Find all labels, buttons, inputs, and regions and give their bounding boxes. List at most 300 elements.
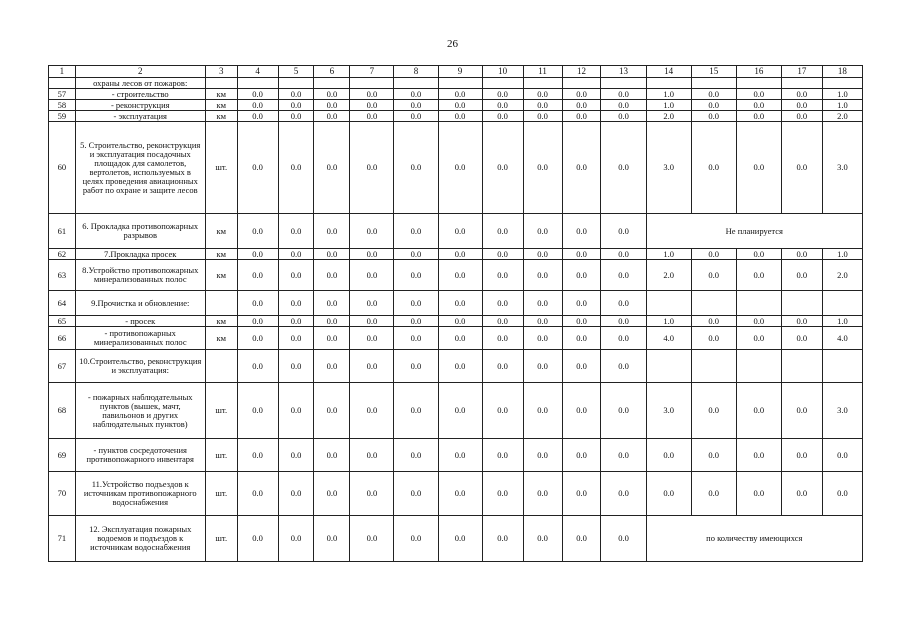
value-cell: 0.0 (278, 291, 314, 316)
value-cell: 0.0 (237, 472, 278, 516)
value-cell: 0.0 (691, 260, 736, 291)
value-cell: 0.0 (438, 122, 482, 214)
unit-cell: км (205, 327, 237, 350)
page-number: 26 (447, 38, 458, 50)
row-number-cell: 67 (49, 350, 76, 383)
value-cell (691, 350, 736, 383)
value-cell: 1.0 (646, 316, 691, 327)
value-cell: 0.0 (278, 122, 314, 214)
value-cell: 0.0 (601, 439, 646, 472)
value-cell (736, 78, 781, 89)
value-cell (394, 78, 438, 89)
value-cell: 0.0 (482, 316, 523, 327)
value-cell: 0.0 (314, 472, 350, 516)
value-cell: 0.0 (736, 439, 781, 472)
unit-cell: км (205, 260, 237, 291)
value-cell (822, 78, 862, 89)
value-cell: 2.0 (646, 111, 691, 122)
value-cell: 0.0 (781, 111, 822, 122)
value-cell: 1.0 (646, 249, 691, 260)
value-cell: 0.0 (350, 249, 394, 260)
value-cell: 0.0 (523, 516, 562, 562)
value-cell: 0.0 (691, 89, 736, 100)
value-cell: 0.0 (237, 122, 278, 214)
description-cell: - противопожарных минерализованных полос (75, 327, 205, 350)
value-cell: 0.0 (482, 516, 523, 562)
table-row (49, 350, 863, 383)
value-cell: 0.0 (394, 111, 438, 122)
value-cell (822, 350, 862, 383)
value-cell: 0.0 (278, 214, 314, 249)
value-cell: 0.0 (781, 439, 822, 472)
value-cell: 0.0 (781, 260, 822, 291)
value-cell (237, 78, 278, 89)
description-cell: - реконструкция (75, 100, 205, 111)
header-cell: 9 (438, 66, 482, 78)
value-cell: 4.0 (822, 327, 862, 350)
value-cell: 0.0 (438, 111, 482, 122)
value-cell: 0.0 (523, 316, 562, 327)
value-cell (523, 78, 562, 89)
table-row (49, 327, 863, 350)
value-cell: 0.0 (691, 472, 736, 516)
value-cell: 0.0 (736, 383, 781, 439)
row-number-cell: 65 (49, 316, 76, 327)
row-number-cell: 68 (49, 383, 76, 439)
value-cell: 0.0 (394, 350, 438, 383)
header-cell: 3 (205, 66, 237, 78)
value-cell: 0.0 (691, 111, 736, 122)
value-cell: 0.0 (781, 89, 822, 100)
value-cell: 0.0 (482, 89, 523, 100)
unit-cell: шт. (205, 122, 237, 214)
value-cell (691, 78, 736, 89)
row-number-cell: 62 (49, 249, 76, 260)
value-cell: 0.0 (278, 260, 314, 291)
value-cell: 1.0 (646, 100, 691, 111)
value-cell: 1.0 (646, 89, 691, 100)
value-cell: 0.0 (562, 327, 601, 350)
value-cell: 0.0 (394, 472, 438, 516)
value-cell: 0.0 (562, 111, 601, 122)
value-cell: 0.0 (438, 260, 482, 291)
value-cell: 0.0 (482, 214, 523, 249)
value-cell: 2.0 (822, 260, 862, 291)
description-cell: 8.Устройство противопожарных минерализованных полос (75, 260, 205, 291)
header-cell: 2 (75, 66, 205, 78)
value-cell (781, 350, 822, 383)
value-cell: 0.0 (601, 260, 646, 291)
value-cell: 0.0 (237, 214, 278, 249)
value-cell: 0.0 (314, 249, 350, 260)
unit-cell: шт. (205, 439, 237, 472)
value-cell: 4.0 (646, 327, 691, 350)
value-cell: 0.0 (350, 89, 394, 100)
value-cell: 0.0 (691, 327, 736, 350)
value-cell: 0.0 (523, 472, 562, 516)
value-cell: 0.0 (482, 291, 523, 316)
value-cell: 0.0 (736, 260, 781, 291)
table-row (49, 472, 863, 516)
value-cell: 0.0 (350, 291, 394, 316)
value-cell: 0.0 (691, 316, 736, 327)
value-cell: 0.0 (781, 249, 822, 260)
value-cell: 0.0 (438, 214, 482, 249)
value-cell: 0.0 (350, 516, 394, 562)
value-cell: 0.0 (237, 516, 278, 562)
value-cell: 0.0 (278, 327, 314, 350)
value-cell: 0.0 (482, 111, 523, 122)
value-cell: 0.0 (438, 472, 482, 516)
value-cell (482, 78, 523, 89)
value-cell: 0.0 (601, 350, 646, 383)
value-cell: 0.0 (562, 383, 601, 439)
value-cell: 0.0 (601, 516, 646, 562)
value-cell: 0.0 (601, 316, 646, 327)
value-cell: 0.0 (691, 439, 736, 472)
description-cell: 9.Прочистка и обновление: (75, 291, 205, 316)
value-cell: 0.0 (523, 439, 562, 472)
value-cell: 0.0 (394, 122, 438, 214)
value-cell: 0.0 (523, 350, 562, 383)
value-cell: 0.0 (562, 439, 601, 472)
value-cell: 0.0 (438, 327, 482, 350)
value-cell: 0.0 (438, 89, 482, 100)
value-cell: 0.0 (736, 122, 781, 214)
row-number-cell: 70 (49, 472, 76, 516)
row-number-cell: 66 (49, 327, 76, 350)
description-cell: 6. Прокладка противопожарных разрывов (75, 214, 205, 249)
unit-cell: км (205, 100, 237, 111)
header-cell: 16 (736, 66, 781, 78)
value-cell: 0.0 (350, 472, 394, 516)
value-cell (736, 291, 781, 316)
value-cell (350, 78, 394, 89)
unit-cell: шт. (205, 472, 237, 516)
value-cell: 0.0 (601, 100, 646, 111)
value-cell (438, 78, 482, 89)
value-cell: 0.0 (438, 350, 482, 383)
description-cell: - пунктов сосредоточения противопожарного инвентаря (75, 439, 205, 472)
header-cell: 15 (691, 66, 736, 78)
value-cell: 0.0 (314, 327, 350, 350)
value-cell: 0.0 (482, 383, 523, 439)
value-cell: 0.0 (523, 214, 562, 249)
header-cell: 11 (523, 66, 562, 78)
value-cell: 0.0 (822, 439, 862, 472)
description-cell: - просек (75, 316, 205, 327)
value-cell: 0.0 (562, 472, 601, 516)
value-cell: 0.0 (736, 249, 781, 260)
value-cell: 0.0 (601, 249, 646, 260)
value-cell: 0.0 (562, 89, 601, 100)
unit-cell: шт. (205, 383, 237, 439)
value-cell: 0.0 (278, 350, 314, 383)
table-row (49, 291, 863, 316)
value-cell: 0.0 (523, 327, 562, 350)
value-cell: 0.0 (438, 316, 482, 327)
value-cell: 1.0 (822, 89, 862, 100)
value-cell: 3.0 (646, 383, 691, 439)
value-cell: 0.0 (601, 291, 646, 316)
description-cell: 12. Эксплуатация пожарных водоемов и подъездов к источникам водоснабжения (75, 516, 205, 562)
table-row (49, 383, 863, 439)
value-cell: 0.0 (350, 260, 394, 291)
value-cell (314, 78, 350, 89)
table-row (49, 516, 863, 562)
value-cell: 0.0 (562, 350, 601, 383)
table-row (49, 100, 863, 111)
value-cell: 0.0 (438, 249, 482, 260)
value-cell: 0.0 (237, 89, 278, 100)
value-cell: 0.0 (278, 516, 314, 562)
header-cell: 18 (822, 66, 862, 78)
row-number-cell: 63 (49, 260, 76, 291)
description-cell: 5. Строительство, реконструкция и эксплуатация посадочных площадок для самолетов, вертолетов, используемых в целях проведения авиационных работ по охране и защите лесов (75, 122, 205, 214)
table-row (49, 316, 863, 327)
table-row (49, 439, 863, 472)
value-cell: 0.0 (646, 472, 691, 516)
value-cell (646, 350, 691, 383)
value-cell: 0.0 (278, 100, 314, 111)
value-cell: 0.0 (562, 214, 601, 249)
value-cell: 0.0 (736, 316, 781, 327)
row-number-cell: 57 (49, 89, 76, 100)
value-cell: 0.0 (781, 327, 822, 350)
value-cell: 0.0 (350, 100, 394, 111)
value-cell: 0.0 (523, 122, 562, 214)
unit-cell (205, 350, 237, 383)
unit-cell: км (205, 89, 237, 100)
header-cell: 10 (482, 66, 523, 78)
value-cell: 0.0 (237, 249, 278, 260)
value-cell: 1.0 (822, 249, 862, 260)
header-cell: 4 (237, 66, 278, 78)
value-cell: 0.0 (237, 350, 278, 383)
value-cell (822, 291, 862, 316)
value-cell: 3.0 (822, 383, 862, 439)
table-header-row (49, 66, 863, 78)
value-cell: 0.0 (646, 439, 691, 472)
table-row (49, 249, 863, 260)
row-number-cell: 60 (49, 122, 76, 214)
value-cell: 0.0 (601, 111, 646, 122)
note-cell: по количеству имеющихся (646, 516, 862, 562)
value-cell: 0.0 (601, 214, 646, 249)
table-row (49, 89, 863, 100)
value-cell: 0.0 (601, 327, 646, 350)
value-cell: 0.0 (350, 383, 394, 439)
description-cell: 10.Строительство, реконструкция и эксплуатация: (75, 350, 205, 383)
value-cell: 0.0 (237, 100, 278, 111)
value-cell: 0.0 (482, 260, 523, 291)
value-cell (601, 78, 646, 89)
value-cell: 0.0 (350, 111, 394, 122)
value-cell: 0.0 (562, 249, 601, 260)
value-cell: 0.0 (394, 100, 438, 111)
value-cell: 0.0 (237, 260, 278, 291)
value-cell (278, 78, 314, 89)
value-cell: 0.0 (781, 383, 822, 439)
value-cell: 2.0 (822, 111, 862, 122)
value-cell (562, 78, 601, 89)
value-cell: 0.0 (691, 100, 736, 111)
value-cell: 0.0 (482, 100, 523, 111)
value-cell: 0.0 (394, 327, 438, 350)
value-cell: 0.0 (482, 249, 523, 260)
row-number-cell: 61 (49, 214, 76, 249)
value-cell: 0.0 (781, 316, 822, 327)
header-cell: 8 (394, 66, 438, 78)
row-number-cell (49, 78, 76, 89)
value-cell: 0.0 (314, 260, 350, 291)
value-cell: 0.0 (736, 111, 781, 122)
value-cell: 0.0 (523, 291, 562, 316)
value-cell: 0.0 (314, 516, 350, 562)
value-cell: 0.0 (314, 214, 350, 249)
value-cell: 0.0 (314, 439, 350, 472)
description-cell: - пожарных наблюдательных пунктов (вышек, мачт, павильонов и других наблюдательных пунктов) (75, 383, 205, 439)
value-cell: 0.0 (482, 122, 523, 214)
value-cell: 0.0 (562, 316, 601, 327)
description-cell: - эксплуатация (75, 111, 205, 122)
value-cell: 0.0 (350, 439, 394, 472)
value-cell: 0.0 (482, 327, 523, 350)
value-cell: 0.0 (314, 111, 350, 122)
value-cell: 0.0 (781, 472, 822, 516)
unit-cell (205, 291, 237, 316)
value-cell: 0.0 (562, 516, 601, 562)
description-cell: 7.Прокладка просек (75, 249, 205, 260)
value-cell: 0.0 (314, 122, 350, 214)
unit-cell (205, 78, 237, 89)
value-cell: 0.0 (736, 100, 781, 111)
value-cell: 0.0 (736, 327, 781, 350)
value-cell: 0.0 (438, 516, 482, 562)
value-cell: 2.0 (646, 260, 691, 291)
value-cell: 0.0 (394, 516, 438, 562)
value-cell: 0.0 (601, 89, 646, 100)
value-cell: 0.0 (736, 89, 781, 100)
value-cell: 0.0 (601, 122, 646, 214)
value-cell (691, 291, 736, 316)
value-cell: 0.0 (394, 439, 438, 472)
row-number-cell: 69 (49, 439, 76, 472)
value-cell: 0.0 (691, 383, 736, 439)
value-cell: 0.0 (350, 350, 394, 383)
value-cell: 0.0 (601, 383, 646, 439)
value-cell: 3.0 (822, 122, 862, 214)
value-cell: 0.0 (822, 472, 862, 516)
value-cell: 0.0 (562, 100, 601, 111)
value-cell: 0.0 (523, 89, 562, 100)
value-cell: 0.0 (350, 214, 394, 249)
value-cell: 0.0 (278, 472, 314, 516)
value-cell: 0.0 (523, 249, 562, 260)
value-cell: 0.0 (237, 439, 278, 472)
value-cell: 0.0 (237, 291, 278, 316)
header-cell: 12 (562, 66, 601, 78)
value-cell: 0.0 (394, 291, 438, 316)
value-cell: 0.0 (314, 100, 350, 111)
header-cell: 1 (49, 66, 76, 78)
value-cell: 0.0 (438, 100, 482, 111)
value-cell: 0.0 (350, 316, 394, 327)
value-cell: 0.0 (350, 327, 394, 350)
value-cell: 0.0 (394, 89, 438, 100)
value-cell: 0.0 (438, 439, 482, 472)
table-row (49, 78, 863, 89)
unit-cell: км (205, 111, 237, 122)
value-cell: 0.0 (482, 472, 523, 516)
row-number-cell: 71 (49, 516, 76, 562)
note-cell: Не планируется (646, 214, 862, 249)
header-cell: 14 (646, 66, 691, 78)
unit-cell: км (205, 316, 237, 327)
value-cell: 0.0 (237, 316, 278, 327)
unit-cell: км (205, 249, 237, 260)
value-cell (736, 350, 781, 383)
value-cell: 0.0 (314, 89, 350, 100)
value-cell: 0.0 (237, 383, 278, 439)
value-cell: 0.0 (691, 249, 736, 260)
value-cell: 0.0 (278, 249, 314, 260)
value-cell: 0.0 (350, 122, 394, 214)
header-cell: 7 (350, 66, 394, 78)
value-cell: 3.0 (646, 122, 691, 214)
value-cell: 0.0 (394, 383, 438, 439)
value-cell: 0.0 (691, 122, 736, 214)
value-cell: 0.0 (523, 383, 562, 439)
value-cell (781, 78, 822, 89)
row-number-cell: 59 (49, 111, 76, 122)
value-cell: 1.0 (822, 100, 862, 111)
value-cell: 0.0 (482, 350, 523, 383)
value-cell: 0.0 (523, 260, 562, 291)
value-cell: 0.0 (278, 89, 314, 100)
table-row (49, 122, 863, 214)
description-cell: - строительство (75, 89, 205, 100)
value-cell: 0.0 (314, 291, 350, 316)
value-cell: 0.0 (562, 122, 601, 214)
description-cell: 11.Устройство подъездов к источникам противопожарного водоснабжения (75, 472, 205, 516)
value-cell: 0.0 (314, 350, 350, 383)
value-cell: 0.0 (562, 291, 601, 316)
header-cell: 6 (314, 66, 350, 78)
value-cell: 1.0 (822, 316, 862, 327)
value-cell: 0.0 (237, 327, 278, 350)
row-number-cell: 64 (49, 291, 76, 316)
value-cell: 0.0 (394, 260, 438, 291)
table-row (49, 111, 863, 122)
value-cell: 0.0 (394, 316, 438, 327)
table-row (49, 260, 863, 291)
value-cell: 0.0 (562, 260, 601, 291)
value-cell: 0.0 (394, 249, 438, 260)
value-cell (646, 78, 691, 89)
description-cell: охраны лесов от пожаров: (75, 78, 205, 89)
value-cell: 0.0 (523, 100, 562, 111)
value-cell (646, 291, 691, 316)
value-cell: 0.0 (482, 439, 523, 472)
header-cell: 13 (601, 66, 646, 78)
value-cell: 0.0 (278, 316, 314, 327)
table-row (49, 214, 863, 249)
value-cell: 0.0 (438, 291, 482, 316)
value-cell: 0.0 (394, 214, 438, 249)
value-cell (781, 291, 822, 316)
value-cell: 0.0 (523, 111, 562, 122)
